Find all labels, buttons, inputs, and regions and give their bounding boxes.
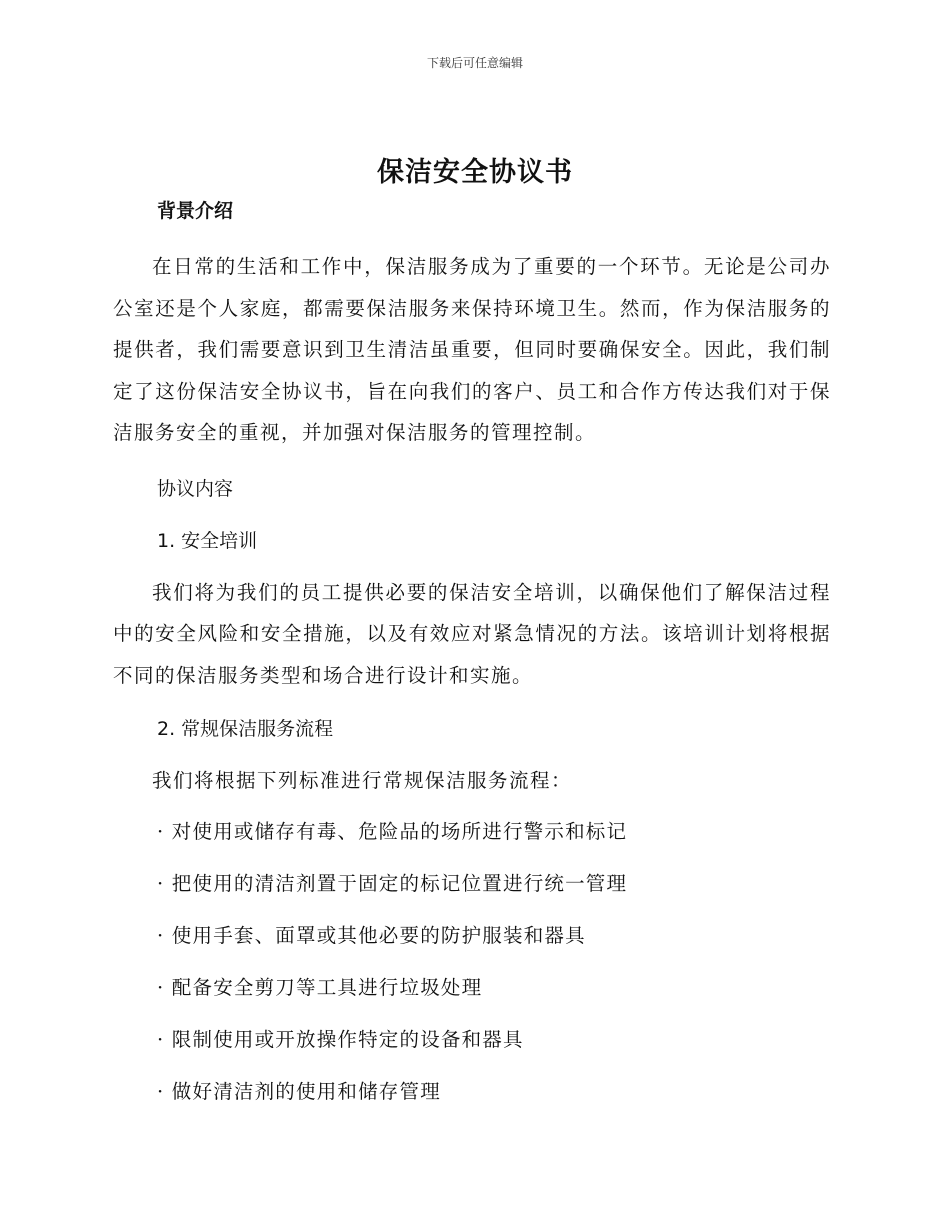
header-note: 下载后可任意编辑 — [426, 56, 523, 70]
document-body — [113, 196, 831, 1107]
list-item: · 配备安全剪刀等工具进行垃圾处理 — [157, 975, 483, 999]
bullet-list — [113, 817, 831, 1107]
section-2-intro: 我们将根据下列标准进行常规保洁服务流程： — [152, 769, 573, 792]
background-heading: 背景介绍 — [157, 200, 234, 222]
list-item: · 把使用的清洁剂置于固定的标记位置进行统一管理 — [157, 871, 628, 895]
list-item: · 使用手套、面罩或其他必要的防护服装和器具 — [157, 923, 586, 947]
section-2-heading: 2. 常规保洁服务流程 — [157, 718, 334, 740]
background-paragraph: 在日常的生活和工作中，保洁服务成为了重要的一个环节。无论是公司办公室还是个人家庭，都需要保洁服务来保持环境卫生。然而，作为保洁服务的提供者，我们需要意识到卫生清洁虽重要，但同时要确保安全。因此，我们制定了这份保洁安全协议书，旨在向我们的客户、员工和合作方传达我们对于保洁服务安全的重视，并加强对保洁服务的管理控制。 — [113, 255, 831, 444]
section-1-heading: 1. 安全培训 — [157, 529, 258, 552]
list-item: · 限制使用或开放操作特定的设备和器具 — [157, 1027, 524, 1051]
agreement-heading: 协议内容 — [157, 477, 234, 500]
document-title: 保洁安全协议书 — [377, 157, 573, 188]
list-item: · 做好清洁剂的使用和储存管理 — [157, 1079, 441, 1103]
list-item: · 对使用或储存有毒、危险品的场所进行警示和标记 — [157, 819, 628, 843]
section-1-paragraph: 我们将为我们的员工提供必要的保洁安全培训，以确保他们了解保洁过程中的安全风险和安全措施，以及有效应对紧急情况的方法。该培训计划将根据不同的保洁服务类型和场合进行设计和实施。 — [113, 580, 831, 687]
